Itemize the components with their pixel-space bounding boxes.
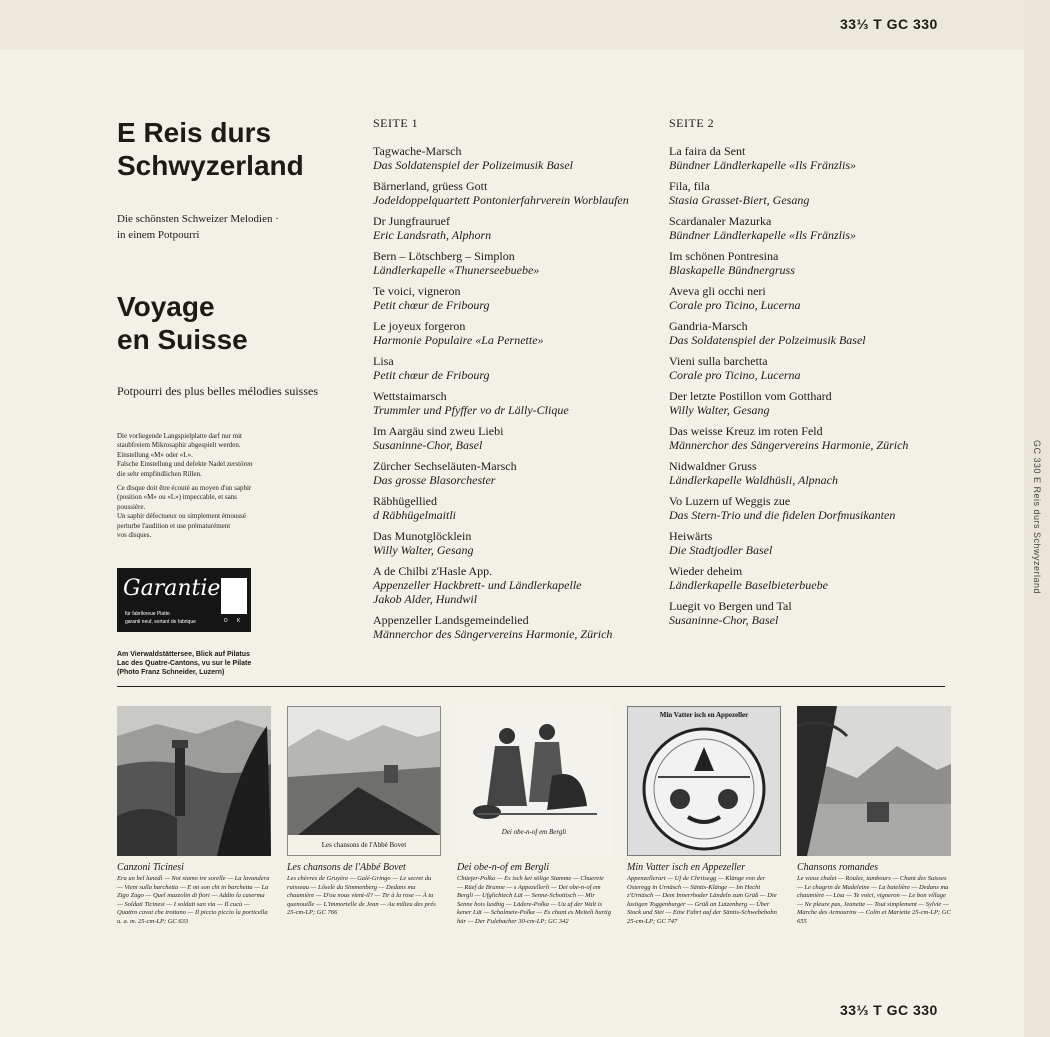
track-item [669,494,949,522]
track-item [669,459,949,487]
track-title: Nidwaldner Gruss [669,459,757,473]
album-photo: Les chansons de l'Abbé Bovet [287,706,441,856]
album-chansons-romandes: Chansons romandes Le vieux chalet — Roulez, tambours — Chant des Suisses — Le chagrin de Madeleine — La batelière — Dedans ma chaumière — Lisa — Te voici, vigneron — Le bon village — Ne pleure pas, Jeanette — Tout simplement — Sylvie — Marche des Armourins — Colin et Mariette 25-cm-LP; GC 655 [797,706,951,927]
track-title: Scardanaler Mazurka [669,214,772,228]
track-performer: Corale pro Ticino, Lucerna [669,368,801,382]
album-photo [797,706,951,856]
track-item [373,284,653,312]
track-item [669,214,949,242]
track-item [669,564,949,592]
track-performer: Das Soldatenspiel der Polzeimusik Basel [669,333,866,347]
track-title: Vo Luzern uf Weggis zue [669,494,791,508]
catalog-number-bottom: 33⅓ T GC 330 [840,1002,938,1018]
album-photo: Dei obe-n-of em Bergli [457,706,611,856]
track-item [373,354,653,382]
french-title: Voyage en Suisse [117,291,248,355]
track-title: Aveva gli occhi neri [669,284,766,298]
cover-photo-caption: Am Vierwaldstättersee, Blick auf Pilatus Lac des Quatre-Cantons, vu sur le Pilate (Photo Franz Schneider, Luzern) [117,651,252,676]
track-title: Zürcher Sechseläuten-Marsch [373,459,517,473]
album-photo [117,706,271,856]
track-title: Räbhügellied [373,494,437,508]
track-item [669,354,949,382]
track-performer: Jakob Alder, Hundwil [373,592,478,606]
track-performer: Appenzeller Hackbrett- und Ländlerkapelle [373,578,582,592]
track-title: Bärnerland, grüess Gott [373,179,488,193]
french-subtitle: Potpourri des plus belles mélodies suisses [117,384,318,398]
track-performer: Jodeldoppelquartett Pontonierfahrverein Worblaufen [373,193,629,207]
track-title: Dr Jungfrauruef [373,214,450,228]
side-2-heading: SEITE 2 [669,116,715,130]
track-title: Heiwärts [669,529,713,543]
track-item [373,494,653,522]
track-performer: Susaninne-Chor, Basel [669,613,779,627]
track-performer: Das grosse Blasorchester [373,473,496,487]
track-performer: Die Stadtjodler Basel [669,543,773,557]
track-performer: Das Stern-Trio und die fidelen Dorfmusikanten [669,508,896,522]
track-item [373,613,653,641]
track-title: La faira da Sent [669,144,746,158]
track-performer: Petit chœur de Fribourg [373,368,490,382]
track-performer: Stasia Grasset-Biert, Gesang [669,193,810,207]
track-performer: d Räbhügelmaitli [373,508,456,522]
track-performer: Ländlerkapelle Baselbieterbuebe [669,578,828,592]
divider-line [117,686,945,687]
track-title: Le joyeux forgeron [373,319,466,333]
note-french: Ce disque doit être écouté au moyen d'un saphir (position «M» ou «L») impeccable, et sans poussière. Un saphir défectueux ou simplement émoussé perturbe l'audition et use prématurément vos disques. [117,484,252,540]
track-item [373,529,653,557]
album-dei-obe-n-of-em-bergli: Dei obe-n-of em Bergli Dei obe-n-of em Bergli Chüejer-Polka — Es isch kei sölige Stamme — Chuereie — Rüef de Brunne — s Appezellerli — Dei obe-n-of em Bergli — Ufglichtech Lüt — Senne-Schottisch — Mir Senne hois lustbig — Lädere-Polka — Uu uf der Walt is kener Lüt — Schalmeie-Polka — Es chunt es Meiteli hurtig här — Der Fulebacher 30-cm-LP; GC 342 [457,706,611,927]
track-performer: Willy Walter, Gesang [373,543,474,557]
track-performer: Trummler und Pfyffer vo dr Lälly-Clique [373,403,569,417]
track-item [373,564,653,606]
track-item [669,599,949,627]
album-photo: Min Vatter isch en Appezeller [627,706,781,856]
track-title: Das weisse Kreuz im roten Feld [669,424,823,438]
track-performer: Bündner Ländlerkapelle «Ils Fränzlis» [669,158,856,172]
track-performer: Bündner Ländlerkapelle «Ils Fränzlis» [669,228,856,242]
track-item [669,424,949,452]
track-title: Te voici, vigneron [373,284,461,298]
track-item [669,144,949,172]
album-abbe-bovet: Les chansons de l'Abbé Bovet Les chansons de l'Abbé Bovet Les chèvres de Gruyère — Galé-Gringo — Le secret du ruisseau — Lôselè du Simmenberg — Dedans ma chaumière — D'ou nous vient-il? — Tir à la rose — À ta quenouille — L'Immortelle de Jean — Au milieu des prés 25-cm-LP; GC 766 [287,706,441,918]
note-german: Die vorliegende Langspielplatte darf nur mit staubfreiem Mikrosaphir abgespielt werden. Einstellung «M» oder «L». Falsche Einstellung und defekte Nadel zerstören die sehr empfindlichen Rillen. [117,432,253,478]
track-item [373,459,653,487]
side-1-heading: SEITE 1 [373,116,419,130]
catalog-number-top: 33⅓ T GC 330 [840,16,938,32]
german-title: E Reis durs Schwyzerland [117,117,304,181]
track-performer: Harmonie Populaire «La Pernette» [373,333,544,347]
track-title: Luegit vo Bergen und Tal [669,599,792,613]
track-title: Wettstaimarsch [373,389,447,403]
track-item [373,179,653,207]
track-performer: Das Soldatenspiel der Polizeimusik Basel [373,158,573,172]
track-title: Gandria-Marsch [669,319,748,333]
track-performer: Eric Landsrath, Alphorn [373,228,492,242]
track-title: Lisa [373,354,394,368]
track-item [669,249,949,277]
track-performer: Ländlerkapelle Waldhüsli, Alpnach [669,473,838,487]
track-item [669,179,949,207]
track-item [669,389,949,417]
track-title: Bern – Lötschberg – Simplon [373,249,515,263]
track-item [373,214,653,242]
track-performer: Blaskapelle Bündnergruss [669,263,795,277]
track-title: Fila, fila [669,179,710,193]
side-1-tracklist [373,144,653,648]
track-performer: Männerchor des Sängervereins Harmonie, Zürich [373,627,613,641]
spine-text: GC 330 E Reis durs Schwyzerland [1032,440,1042,595]
track-item [669,284,949,312]
garantie-check-box [221,578,247,614]
track-title: Tagwache-Marsch [373,144,462,158]
track-item [373,389,653,417]
track-performer: Petit chœur de Fribourg [373,298,490,312]
track-title: Das Munotglöcklein [373,529,472,543]
track-title: A de Chilbi z'Hasle App. [373,564,493,578]
track-title: Appenzeller Landsgemeindelied [373,613,529,627]
album-canzoni-ticinesi: Canzoni Ticinesi Era un bel lunedì — Noi siamo tre sorelle — La lavandera — Vieni sulla barchetta — E mi son chi in barchetta — La Zigo Zago — Quel mazzolin di fiori — Addio la caserma — Soldati Ticinesi — I soldati san via — Il cucù — Quattro cavai che trottano — Il piccio piccio la porticella u. a. m. 25-cm-LP; GC 633 [117,706,271,927]
track-title: Im schönen Pontresina [669,249,779,263]
track-performer: Männerchor des Sängervereins Harmonie, Zürich [669,438,909,452]
track-title: Der letzte Postillon vom Gotthard [669,389,832,403]
german-subtitle: Die schönsten Schweizer Melodien · in einem Potpourri [117,213,279,241]
track-performer: Ländlerkapelle «Thunerseebuebe» [373,263,540,277]
playback-note [117,432,297,545]
track-item [373,144,653,172]
track-title: Vieni sulla barchetta [669,354,768,368]
track-title: Im Aargäu sind zweu Liebi [373,424,504,438]
side-2-tracklist [669,144,949,634]
track-item [373,319,653,347]
track-item [669,529,949,557]
track-performer: Willy Walter, Gesang [669,403,770,417]
track-performer: Susaninne-Chor, Basel [373,438,483,452]
garantie-logo: Garantie für fabrikneue Platte garanti neuf, sortant de fabrique O K [117,568,251,632]
track-item [373,249,653,277]
track-performer: Corale pro Ticino, Lucerna [669,298,801,312]
track-title: Wieder deheim [669,564,743,578]
album-min-vatter: Min Vatter isch en Appezeller Min Vatter isch en Appezeller Appenzellerart — Uf de Chriisegg — Klänge von der Osteregg in Urnäsch — Säntis-Klänge — Im Hecht z'Urnäsch — Dem Innerrhoder Ländeln zum Grüß — Die lustigen Toggenburger — Grüß an Lutzenberg — Über Stock und Stei — Eine Fahrt auf der Säntis-Schwebebahn 25-cm-LP; GC 747 [627,706,781,927]
track-item [669,319,949,347]
track-item [373,424,653,452]
